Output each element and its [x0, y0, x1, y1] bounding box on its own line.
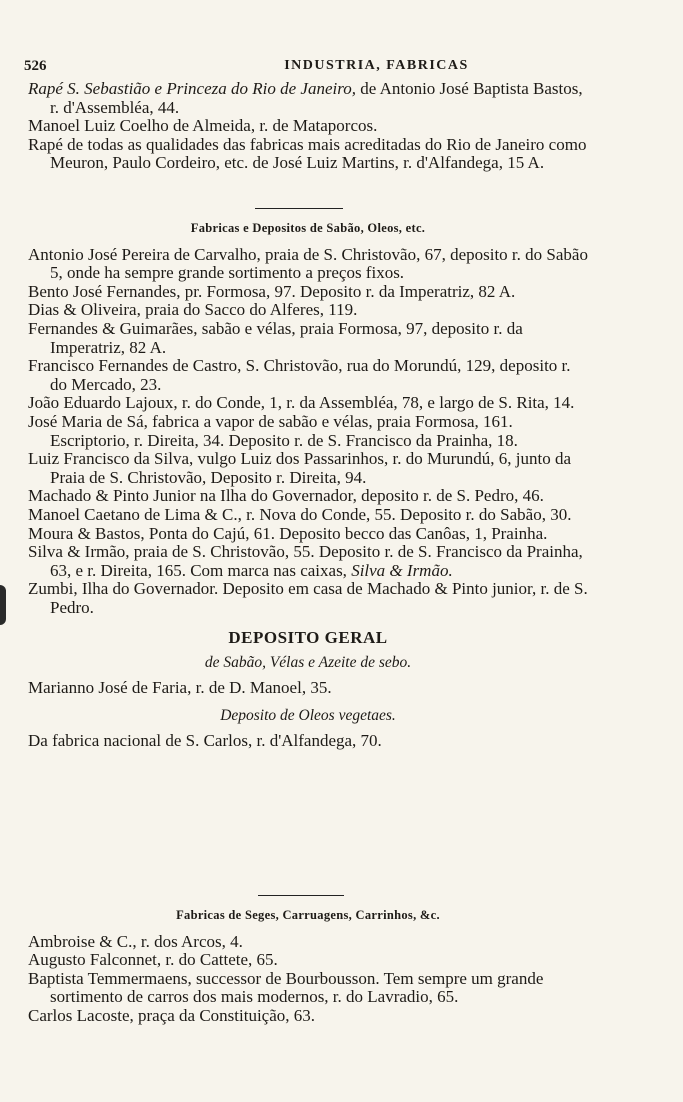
list-item: Rapé S. Sebastião e Princeza do Rio de Janeiro, de Antonio José Baptista Bastos, r. d'Assembléa, 44. — [28, 79, 583, 117]
list-item: Augusto Falconnet, r. do Cattete, 65. — [28, 950, 278, 970]
page-number: 526 — [24, 58, 47, 74]
list-item: Rapé de todas as qualidades das fabricas mais acreditadas do Rio de Janeiro como Meuron, Paulo Cordeiro, etc. de José Luiz Martins, r. d'Alfandega, 15 A. — [28, 134, 587, 173]
running-head: INDUSTRIA, FABRICAS — [284, 58, 469, 73]
list-item: Bento José Fernandes, pr. Formosa, 97. Deposito r. da Imperatriz, 82 A. — [28, 281, 516, 301]
list-item: Zumbi, Ilha do Governador. Deposito em casa de Machado & Pinto junior, r. de S. Pedro. — [28, 579, 588, 617]
list-item: Manoel Luiz Coelho de Almeida, r. de Mataporcos. — [28, 116, 378, 136]
list-item: Da fabrica nacional de S. Carlos, r. d'Alfandega, 70. — [28, 730, 382, 750]
list-item: Marianno José de Faria, r. de D. Manoel, 35. — [28, 677, 332, 697]
list-item: João Eduardo Lajoux, r. do Conde, 1, r. da Assembléa, 78, e largo de S. Rita, 14. — [28, 393, 575, 413]
list-item: Silva & Irmão, praia de S. Christovão, 55. Deposito r. de S. Francisco da Prainha, 63, e r. Direita, 165. Com marca nas caixas, Silva & Irmão. — [28, 542, 583, 580]
list-item: Baptista Temmermaens, successor de Bourbousson. Tem sempre um grande sortimento de carros dos mais modernos, r. do Lavradio, 65. — [28, 968, 544, 1007]
deposito-geral-heading: DEPOSITO GERAL — [228, 628, 388, 648]
section-heading: Fabricas de Seges, Carruagens, Carrinhos, &c. — [176, 908, 440, 922]
list-item: Antonio José Pereira de Carvalho, praia de S. Christovão, 67, deposito r. do Sabão 5, onde ha sempre grande sortimento a preços fixos. — [28, 244, 588, 283]
list-item: Fernandes & Guimarães, sabão e vélas, praia Formosa, 97, deposito r. da Imperatriz, 82 A. — [28, 318, 523, 357]
oleos-subheading: Deposito de Oleos vegetaes. — [220, 707, 396, 725]
seges-section — [28, 906, 588, 1026]
list-item: Ambroise & C., r. dos Arcos, 4. — [28, 931, 243, 951]
list-item: Machado & Pinto Junior na Ilha do Governador, deposito r. de S. Pedro, 46. — [28, 486, 544, 506]
deposito-geral-subheading: de Sabão, Vélas e Azeite de sebo. — [204, 654, 412, 672]
list-item: Moura & Bastos, Ponta do Cajú, 61. Deposito becco das Canôas, 1, Prainha. — [28, 523, 548, 543]
list-item: Dias & Oliveira, praia do Sacco do Alferes, 119. — [28, 300, 358, 320]
list-item: Luiz Francisco da Silva, vulgo Luiz dos Passarinhos, r. do Murundú, 6, junto da Praia de S. Christovão, Deposito r. Direita, 94. — [28, 449, 571, 487]
section-rule — [255, 208, 343, 209]
list-item: Manoel Caetano de Lima & C., r. Nova do Conde, 55. Deposito r. do Sabão, 30. — [28, 504, 572, 524]
list-item: Francisco Fernandes de Castro, S. Christovão, rua do Morundú, 129, deposito r. do Mercado, 23. — [28, 356, 571, 394]
page-edge-mark — [0, 585, 6, 625]
list-item: José Maria de Sá, fabrica a vapor de sabão e vélas, praia Formosa, 161. Escriptorio, r. Direita, 34. Deposito r. de S. Francisco da Prainha, 18. — [28, 411, 518, 450]
page-header — [24, 58, 599, 78]
section-rule — [258, 895, 344, 896]
list-item: Carlos Lacoste, praça da Constituição, 63. — [28, 1005, 316, 1025]
rape-section — [28, 80, 588, 173]
section-heading: Fabricas e Depositos de Sabão, Oleos, etc. — [190, 221, 426, 235]
sabao-section — [28, 219, 588, 750]
